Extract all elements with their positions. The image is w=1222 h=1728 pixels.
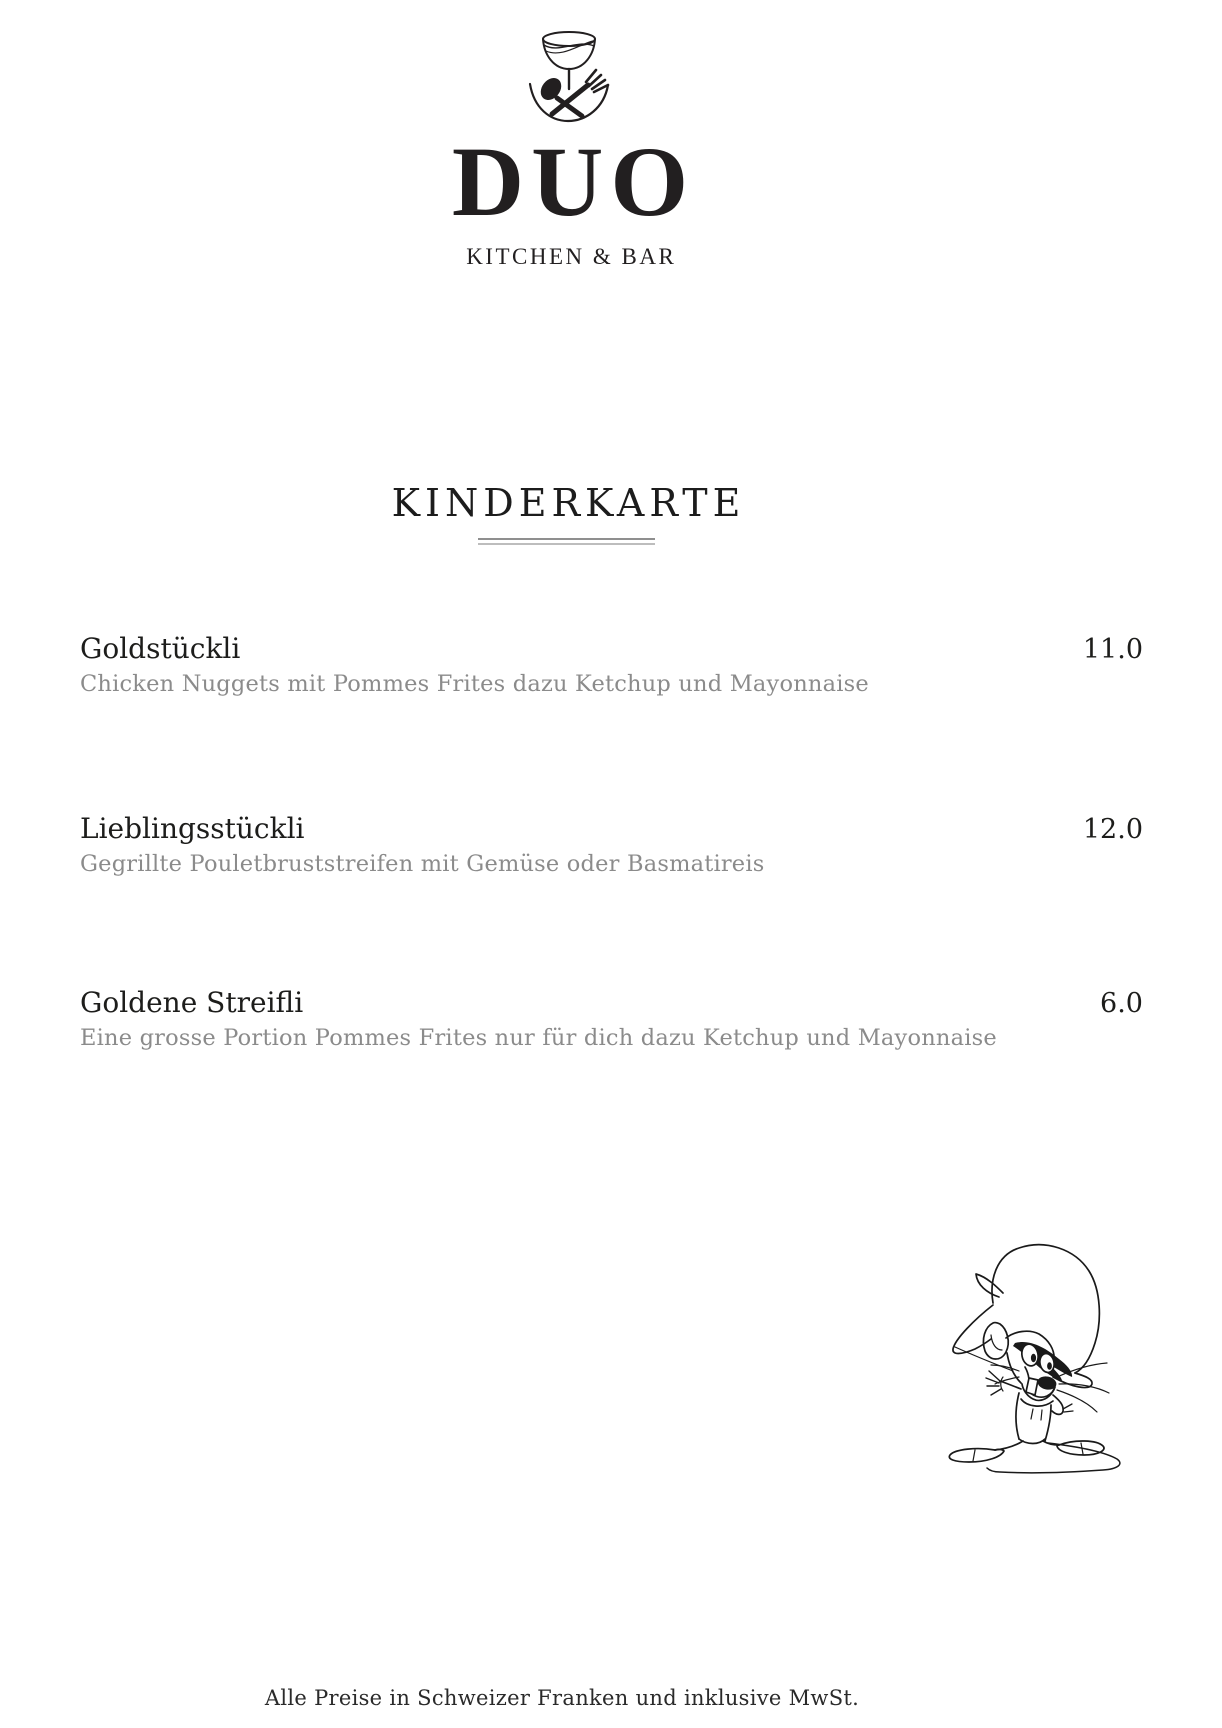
- item-description: Eine grosse Portion Pommes Frites nur für dich dazu Ketchup und Mayonnaise: [80, 1025, 997, 1051]
- brand-subtitle: KITCHEN & BAR: [466, 244, 677, 269]
- menu-item: [80, 986, 1143, 1052]
- wine-glass-spoon-fork-icon: [526, 30, 614, 126]
- item-name: Goldene Streifli: [80, 986, 304, 1019]
- footer-note: Alle Preise in Schweizer Franken und inklusive MwSt.: [264, 1686, 860, 1710]
- item-price: 6.0: [1100, 988, 1143, 1019]
- menu-item: [80, 632, 1143, 698]
- item-description: Gegrillte Pouletbruststreifen mit Gemüse oder Basmatireis: [80, 851, 765, 877]
- menu-item-head: [80, 812, 1143, 847]
- item-name: Lieblingsstückli: [80, 812, 305, 845]
- menu-item-head: [80, 632, 1143, 667]
- menu-title: KINDERKARTE: [391, 481, 746, 525]
- item-price: 12.0: [1082, 814, 1143, 845]
- speedy-gonzales-illustration: [945, 1243, 1135, 1478]
- item-name: Goldstückli: [80, 632, 241, 665]
- title-divider: [478, 538, 655, 545]
- item-description: Chicken Nuggets mit Pommes Frites dazu Ketchup und Mayonnaise: [80, 671, 869, 697]
- menu-item-head: [80, 986, 1143, 1021]
- logo: [0, 30, 1140, 270]
- menu-item: [80, 812, 1143, 878]
- menu-title-block: [0, 481, 1132, 545]
- item-price: 11.0: [1082, 634, 1143, 665]
- brand-name: DUO: [451, 126, 696, 237]
